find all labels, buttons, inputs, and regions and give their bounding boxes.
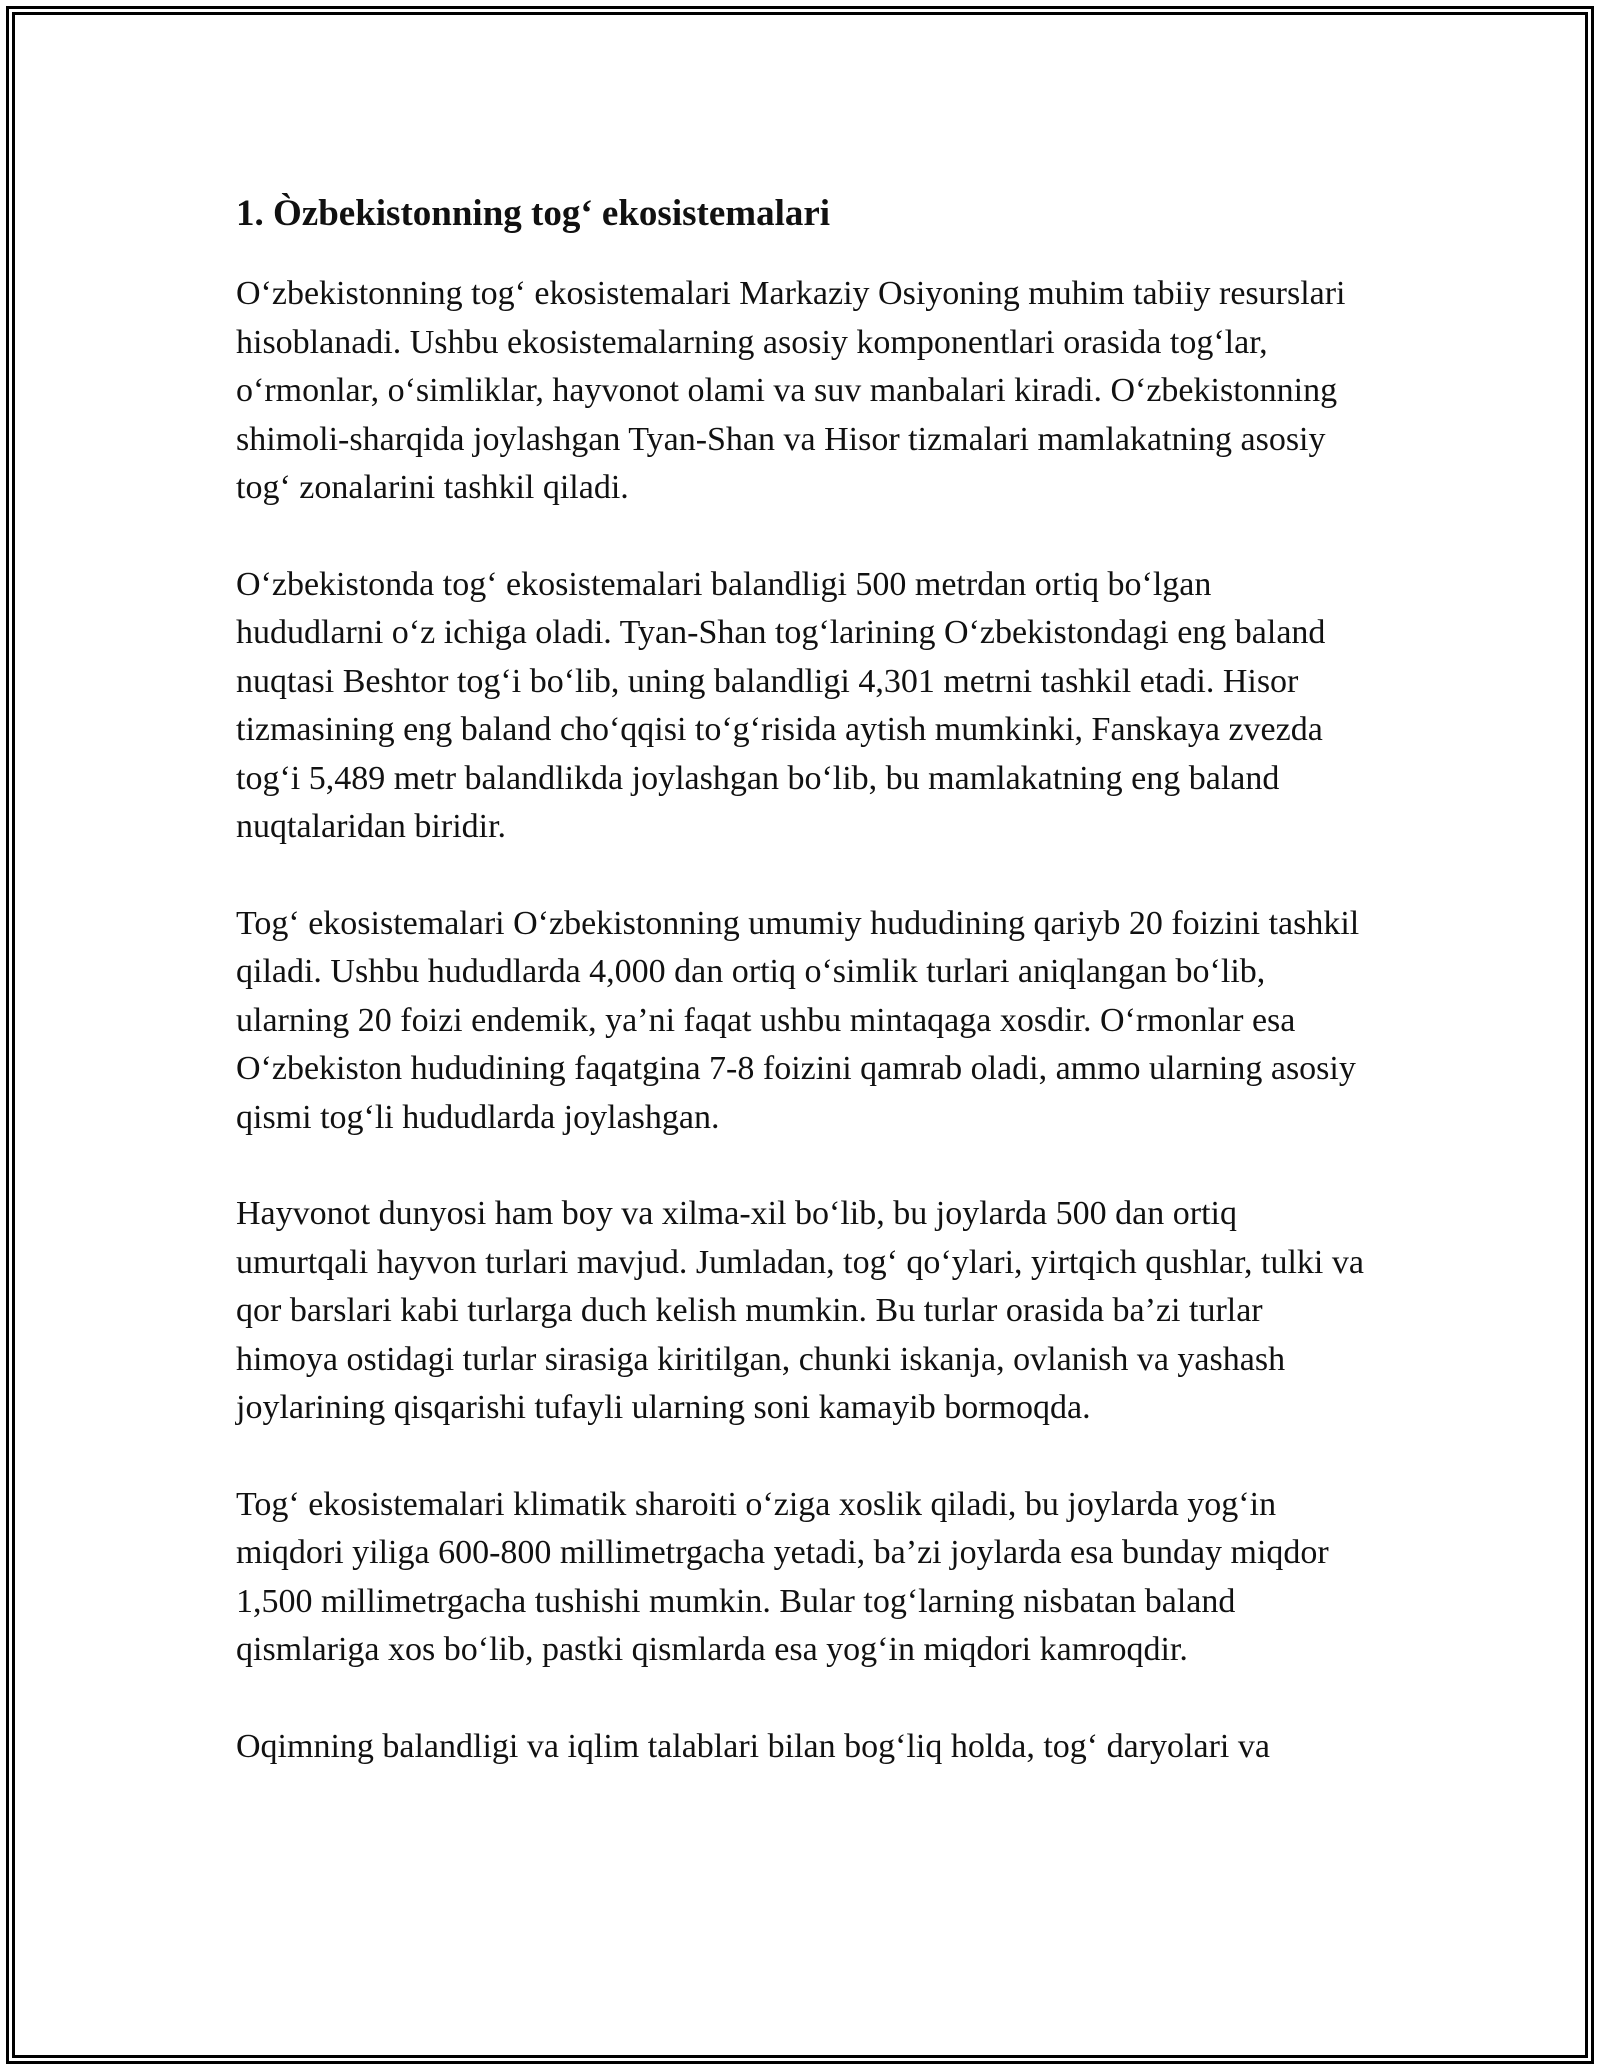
paragraph-3: Tog‘ ekosistemalari O‘zbekistonning umumiy hududining qariyb 20 foizini tashkil qiladi. Ushbu hududlarda 4,000 dan ortiq o‘simlik turlari aniqlangan bo‘lib, ularning 20 foizi endemik, ya’ni faqat ushbu mintaqaga xosdir. O‘rmonlar esa O‘zbekiston hududining faqatgina 7-8 foizini qamrab oladi, ammo ularning asosiy qismi tog‘li hududlarda joylashgan.: [236, 904, 1360, 1136]
paragraph-5: Tog‘ ekosistemalari klimatik sharoiti o‘ziga xoslik qiladi, bu joylarda yog‘in miqdori yiliga 600-800 millimetrgacha yetadi, ba’zi joylarda esa bunday miqdor 1,500 millimetrgacha tushishi mumkin. Bular tog‘larning nisbatan baland qismlariga xos bo‘lib, pastki qismlarda esa yog‘in miqdori kamroqdir.: [236, 1485, 1329, 1668]
paragraph-2: O‘zbekistonda tog‘ ekosistemalari balandligi 500 metrdan ortiq bo‘lgan hududlarni o‘z ichiga oladi. Tyan-Shan tog‘larining O‘zbekistondagi eng baland nuqtasi Beshtor tog‘i bo‘lib, uning balandligi 4,301 metrni tashkil etadi. Hisor tizmasining eng baland cho‘qqisi to‘g‘risida aytish mumkinki, Fanskaya zvezda tog‘i 5,489 metr balandlikda joylashgan bo‘lib, bu mamlakatning eng baland nuqtalaridan biridir.: [236, 565, 1326, 845]
paragraph-4: Hayvonot dunyosi ham boy va xilma-xil bo‘lib, bu joylarda 500 dan ortiq umurtqali hayvon turlari mavjud. Jumladan, tog‘ qo‘ylari, yirtqich qushlar, tulki va qor barslari kabi turlarga duch kelish mumkin. Bu turlar orasida ba’zi turlar himoya ostidagi turlar sirasiga kiritilgan, chunki iskanja, ovlanish va yashash joylarining qisqarishi tufayli ularning soni kamayib bormoqda.: [236, 1195, 1364, 1426]
section-heading: 1. Òzbekistonning tog‘ ekosistemalari: [236, 193, 831, 234]
document-body: [236, 186, 1366, 1819]
paragraph-6: Oqimning balandligi va iqlim talablari bilan bog‘liq holda, tog‘ daryolari va: [236, 1727, 1270, 1765]
paragraph-1: O‘zbekistonning tog‘ ekosistemalari Markaziy Osiyoning muhim tabiiy resurslari hisoblanadi. Ushbu ekosistemalarning asosiy komponentlari orasida tog‘lar, o‘rmonlar, o‘simliklar, hayvonot olami va suv manbalari kiradi. O‘zbekistonning shimoli-sharqida joylashgan Tyan-Shan va Hisor tizmalari mamlakatning asosiy tog‘ zonalarini tashkil qiladi.: [236, 275, 1346, 506]
